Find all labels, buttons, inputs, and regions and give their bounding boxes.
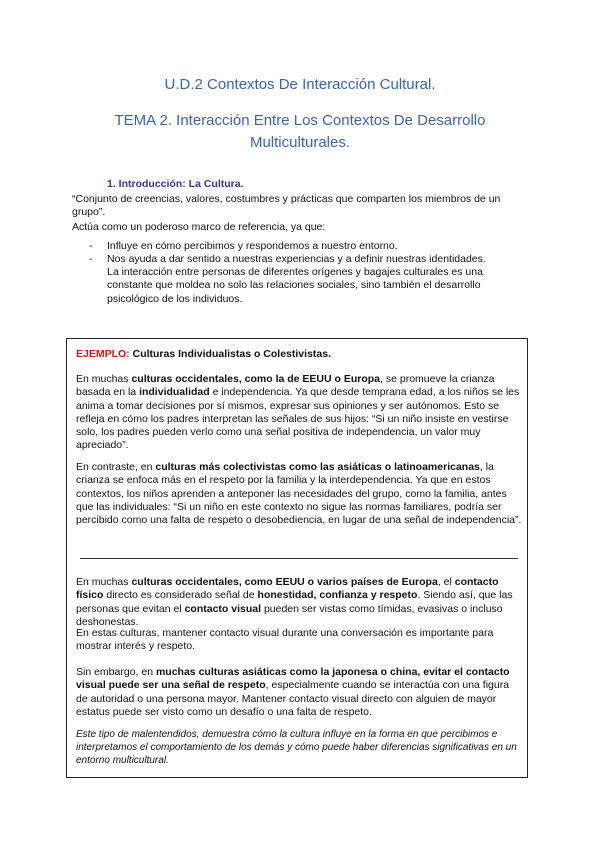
topic-title-line1: TEMA 2. Interacción Entre Los Contextos De Desarrollo <box>114 112 486 129</box>
list-item: - Nos ayuda a dar sentido a nuestras experiencias y a definir nuestras identidades. <box>89 253 486 266</box>
interaction-paragraph: La interacción entre personas de diferentes orígenes y bagajes culturales es una constante que moldea no solo las relaciones sociales, sino también el desarrollo psicológico de los individuos. <box>107 266 483 305</box>
example-heading <box>76 348 522 361</box>
list-item-text: Influye en cómo percibimos y respondemos a nuestro entorno. <box>107 240 398 252</box>
divider <box>80 558 518 559</box>
list-item: - Influye en cómo percibimos y respondemos a nuestro entorno. <box>89 240 398 252</box>
example-paragraph-eye-contact: En estas culturas, mantener contacto visual durante una conversación es importante para mostrar interés y respeto. <box>76 627 494 653</box>
document-title: U.D.2 Contextos De Interacción Cultural. <box>164 76 436 93</box>
topic-title-line2: Multiculturales. <box>249 134 351 151</box>
example-paragraph-asian-cultures: Sin embargo, en muchas culturas asiáticas como la japonesa o china, evitar el contacto visual puede ser una señal de respeto, especialmente cuando se interactúa con una figura de autoridad o una persona mayor. Mantener contacto visual directo con alguien de mayor estatus puede ser visto como un desafío o una falta de respeto. <box>76 666 510 718</box>
list-item-text: Nos ayuda a dar sentido a nuestras experiencias y a definir nuestras identidades. <box>107 253 486 266</box>
bullet-list <box>89 240 529 267</box>
example-title: Culturas Individualistas o Colestivistas. <box>132 348 331 360</box>
example-paragraph-western-contact: En muchas culturas occidentales, como EEUU o varios países de Europa, el contacto físico directo es considerado señal de honestidad, confianza y respeto. Siendo así, que las personas que evitan el contacto visual pueden ser vistas como tímidas, evasivas o incluso deshonestas. <box>76 576 513 628</box>
example-paragraph-individualist: En muchas culturas occidentales, como la de EEUU o Europa, se promueve la crianza basada en la individualidad e independencia. Ya que desde temprana edad, a los niños se les anima a tomar decisiones por sí mismos, expresar sus opiniones y ser autónomos. Esto se refleja en cómo los padres interpretan las señales de sus hijos: “Si un niño insiste en vestirse solo, los padres pueden verlo como una señal positiva de independencia, un valor muy apreciado”. <box>76 373 520 452</box>
example-label: EJEMPLO: <box>76 348 130 360</box>
intro-text: Actúa como un poderoso marco de referencia, ya que: <box>72 221 326 233</box>
topic-title <box>0 110 600 154</box>
example-paragraph-collectivist: En contraste, en culturas más colectivistas como las asiáticas o latinoamericanas, la crianza se enfoca más en el respeto por la familia y la interdependencia. Ya que en estos contextos, los niños aprenden a anteponer las necesidades del grupo, como la familia, antes que las individuales: “Si un niño en este contexto no sigue las normas familiares, podría ser percibido como una falta de respeto o desobediencia, en lugar de una señal de independencia”. <box>76 461 522 527</box>
section-heading: 1. Introducción: La Cultura. <box>107 178 244 190</box>
culture-definition: “Conjunto de creencias, valores, costumbres y prácticas que comparten los miembros de un grupo”. <box>72 193 501 219</box>
example-conclusion: Este tipo de malentendidos, demuestra cómo la cultura influye en la forma en que percibimos e interpretamos el comportamiento de los demás y cómo puede haber diferencias significativas en un entorno multicultural. <box>76 729 517 766</box>
